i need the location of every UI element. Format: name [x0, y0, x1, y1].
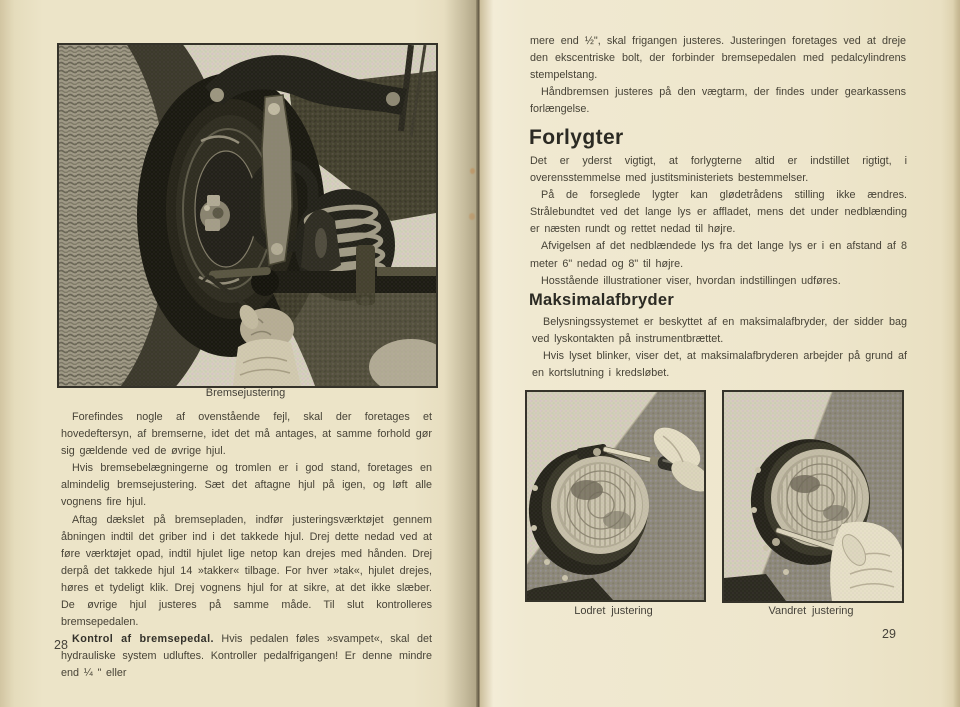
photo-caption-lodret: Lodret justering	[574, 605, 653, 617]
right-page-intro	[530, 33, 906, 118]
gutter-line	[476, 0, 480, 707]
paragraph: Forefindes nogle af ovenstående fejl, skal der foretages et hovedeftersyn, af bremserne, idet det må antages, at samme forhold gør sig gældende ved de øvrige hjul.	[61, 411, 432, 458]
page-number-left: 28	[54, 638, 68, 652]
headlight-vertical-adjustment-photo	[525, 390, 706, 602]
left-page-text	[61, 409, 432, 683]
headlight-vertical-illustration	[527, 392, 704, 600]
headlight-horizontal-illustration	[724, 392, 902, 601]
headlight-horizontal-adjustment-photo	[722, 390, 904, 603]
page-edge-shadow	[953, 0, 960, 707]
paragraph: mere end ½", skal frigangen justeres. Justeringen foretages ved at dreje den ekscentriske bolt, der forbinder bremsepedalen med pedalcylindrens stempelstang.	[530, 35, 906, 82]
heading-forlygter: Forlygter	[529, 126, 624, 149]
paper-speck	[469, 213, 475, 220]
run-in-text: Hvis pedalen føles »svampet«, skal det hydrauliske system udluftes. Kontroller pedalfrigangen! Er denne mindre end ¼ " eller	[61, 633, 432, 680]
maksimalafbryder-text	[532, 314, 907, 382]
paragraph: Det er yderst vigtigt, at forlygterne altid er indstillet rigtigt, i overensstemmelse med justitsministeriets bestemmelser.	[530, 155, 907, 185]
paragraph: Afvigelsen af det nedblændede lys fra det lange lys er i en afstand af 8 meter 6" nedad og 8" til højre.	[530, 240, 907, 270]
brake-adjustment-illustration	[59, 45, 436, 386]
forlygter-text	[530, 153, 907, 290]
paragraph: Hvis bremsebelægningerne og tromlen er i god stand, foretages en almindelig bremsejustering. Sæt det aftagne hjul på igen, og løft alle vognens fire hjul.	[61, 462, 432, 509]
paragraph: Håndbremsen justeres på den vægtarm, der findes under gearkassens forlængelse.	[530, 86, 906, 116]
heading-maksimalafbryder: Maksimalafbryder	[529, 291, 675, 309]
run-in-heading: Kontrol af bremsepedal.	[72, 633, 214, 646]
photo-caption-bremsejustering: Bremsejustering	[205, 387, 286, 399]
paragraph: Aftag dækslet på bremsepladen, indfør justeringsværktøjet gennem åbningen indtil det griber ind i det takkede hjul. Drej dette nedad ved at føre værktøjet opad, indtil hjulet lige netop kan drejes med hånden. Drej derpå det takkede hjul 14 »takker« tilbage. For hver »tak«, hjulet drejes, høres et tydeligt klik. Drej vognens hjul for at sikre, at det ikke slæber. De øvrige hjul justeres på samme måde. Til slut kontrolleres bremsepedalen.	[61, 513, 432, 629]
page-number-right: 29	[882, 627, 896, 641]
paragraph: Hvis lyset blinker, viser det, at maksimalafbryderen arbejder på grund af en kortslutning i kredsløbet.	[532, 350, 907, 380]
brake-adjustment-photo	[57, 43, 438, 388]
photo-caption-vandret: Vandret justering	[768, 605, 854, 617]
paragraph: På de forseglede lygter kan glødetrådens stilling ikke ændres. Strålebundtet ved det lange lys er affladet, mens det under nedblænding er næsten rundt og rettet nedad til højre.	[530, 189, 907, 236]
paper-speck	[470, 168, 475, 174]
paragraph: Hosstående illustrationer viser, hvordan indstillingen udføres.	[541, 274, 841, 287]
gutter-shadow	[444, 0, 477, 707]
paragraph: Belysningssystemet er beskyttet af en maksimalafbryder, der sidder bag ved lyskontakten på instrumentbrættet.	[532, 316, 907, 346]
paragraph-kontrol	[61, 631, 432, 682]
